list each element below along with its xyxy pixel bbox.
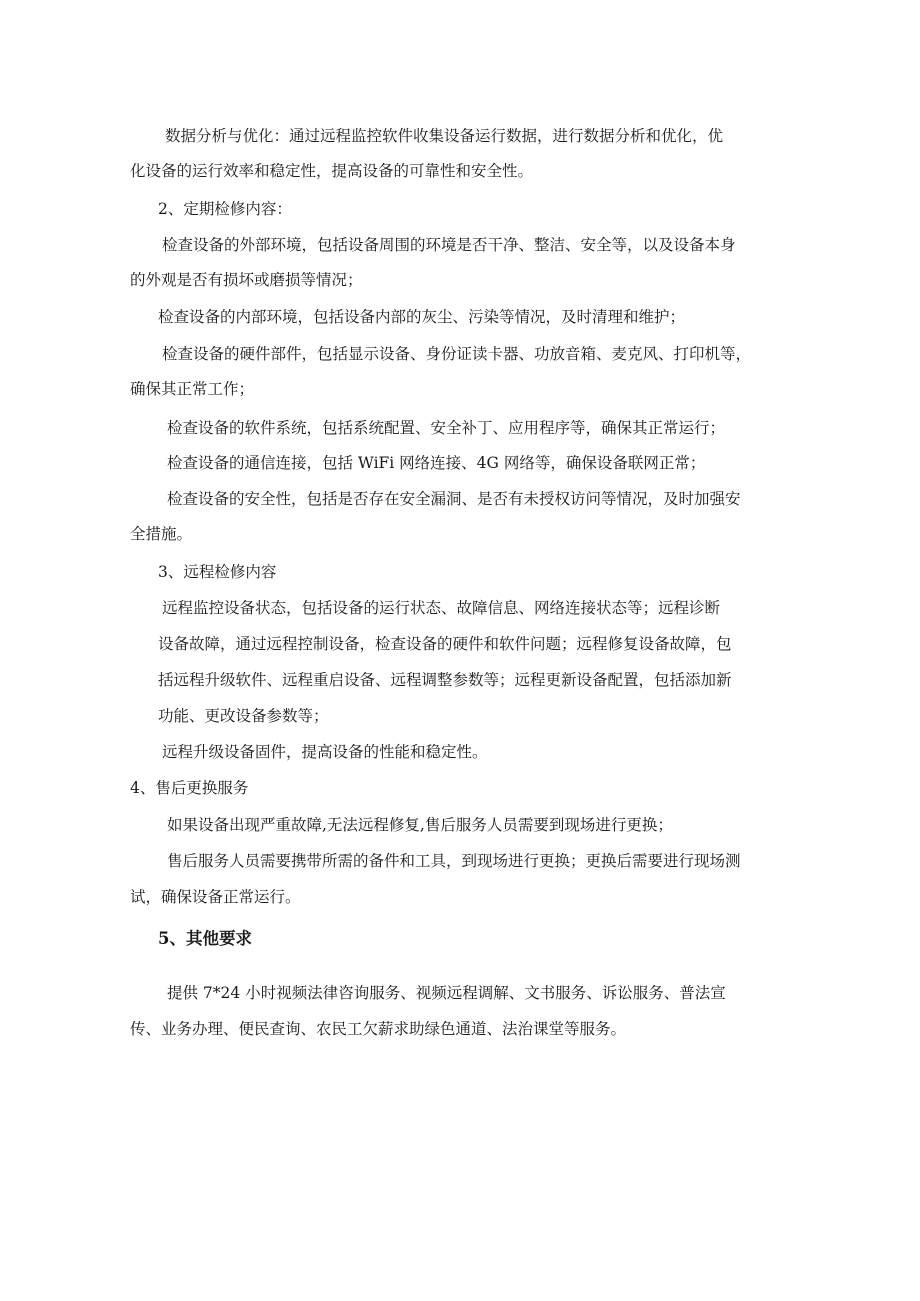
paragraph-other-line-1: 提供 7*24 小时视频法律咨询服务、视频远程调解、文书服务、诉讼服务、普法宣 (167, 984, 726, 1002)
paragraph-security-line-2: 全措施。 (130, 525, 193, 543)
paragraph-external-env-line-1: 检查设备的外部环境，包括设备周围的环境是否干净、整洁、安全等，以及设备本身 (162, 236, 736, 254)
heading-other-requirements: 5、其他要求 (158, 929, 252, 948)
paragraph-other-line-2: 传、业务办理、便民查询、农民工欠薪求助绿色通道、法治课堂等服务。 (130, 1020, 627, 1038)
paragraph-remote-line-4: 功能、更改设备参数等； (158, 707, 329, 725)
paragraph-remote-line-2: 设备故障，通过远程控制设备，检查设备的硬件和软件问题；远程修复设备故障，包 (158, 635, 732, 653)
paragraph-firmware: 远程升级设备固件，提高设备的性能和稳定性。 (162, 743, 488, 761)
paragraph-security-line-1: 检查设备的安全性，包括是否存在安全漏洞、是否有未授权访问等情况，及时加强安 (167, 490, 741, 508)
paragraph-data-analysis-line-2: 化设备的运行效率和稳定性，提高设备的可靠性和安全性。 (130, 162, 534, 180)
paragraph-data-analysis-line-1: 数据分析与优化：通过远程监控软件收集设备运行数据，进行数据分析和优化，优 (165, 127, 724, 145)
heading-remote-maintenance: 3、远程检修内容 (158, 563, 277, 581)
paragraph-remote-line-3: 括远程升级软件、远程重启设备、远程调整参数等；远程更新设备配置，包括添加新 (158, 671, 732, 689)
paragraph-hardware-line-1: 检查设备的硬件部件，包括显示设备、身份证读卡器、功放音箱、麦克风、打印机等， (162, 345, 752, 363)
heading-after-sales-replacement: 4、售后更换服务 (130, 779, 249, 797)
paragraph-communication: 检查设备的通信连接，包括 WiFi 网络连接、4G 网络等，确保设备联网正常； (167, 454, 706, 472)
paragraph-software: 检查设备的软件系统，包括系统配置、安全补丁、应用程序等，确保其正常运行； (167, 419, 726, 437)
paragraph-replacement-1: 如果设备出现严重故障,无法远程修复,售后服务人员需要到现场进行更换； (167, 816, 673, 834)
paragraph-hardware-line-2: 确保其正常工作； (130, 380, 255, 398)
paragraph-replacement-2-line-2: 试，确保设备正常运行。 (130, 888, 301, 906)
paragraph-external-env-line-2: 的外观是否有损坏或磨损等情况； (130, 271, 363, 289)
heading-periodic-maintenance: 2、定期检修内容： (158, 200, 292, 218)
paragraph-internal-env: 检查设备的内部环境，包括设备内部的灰尘、污染等情况，及时清理和维护； (158, 308, 686, 326)
paragraph-remote-line-1: 远程监控设备状态，包括设备的运行状态、故障信息、网络连接状态等；远程诊断 (162, 599, 721, 617)
paragraph-replacement-2-line-1: 售后服务人员需要携带所需的备件和工具，到现场进行更换；更换后需要进行现场测 (167, 852, 741, 870)
